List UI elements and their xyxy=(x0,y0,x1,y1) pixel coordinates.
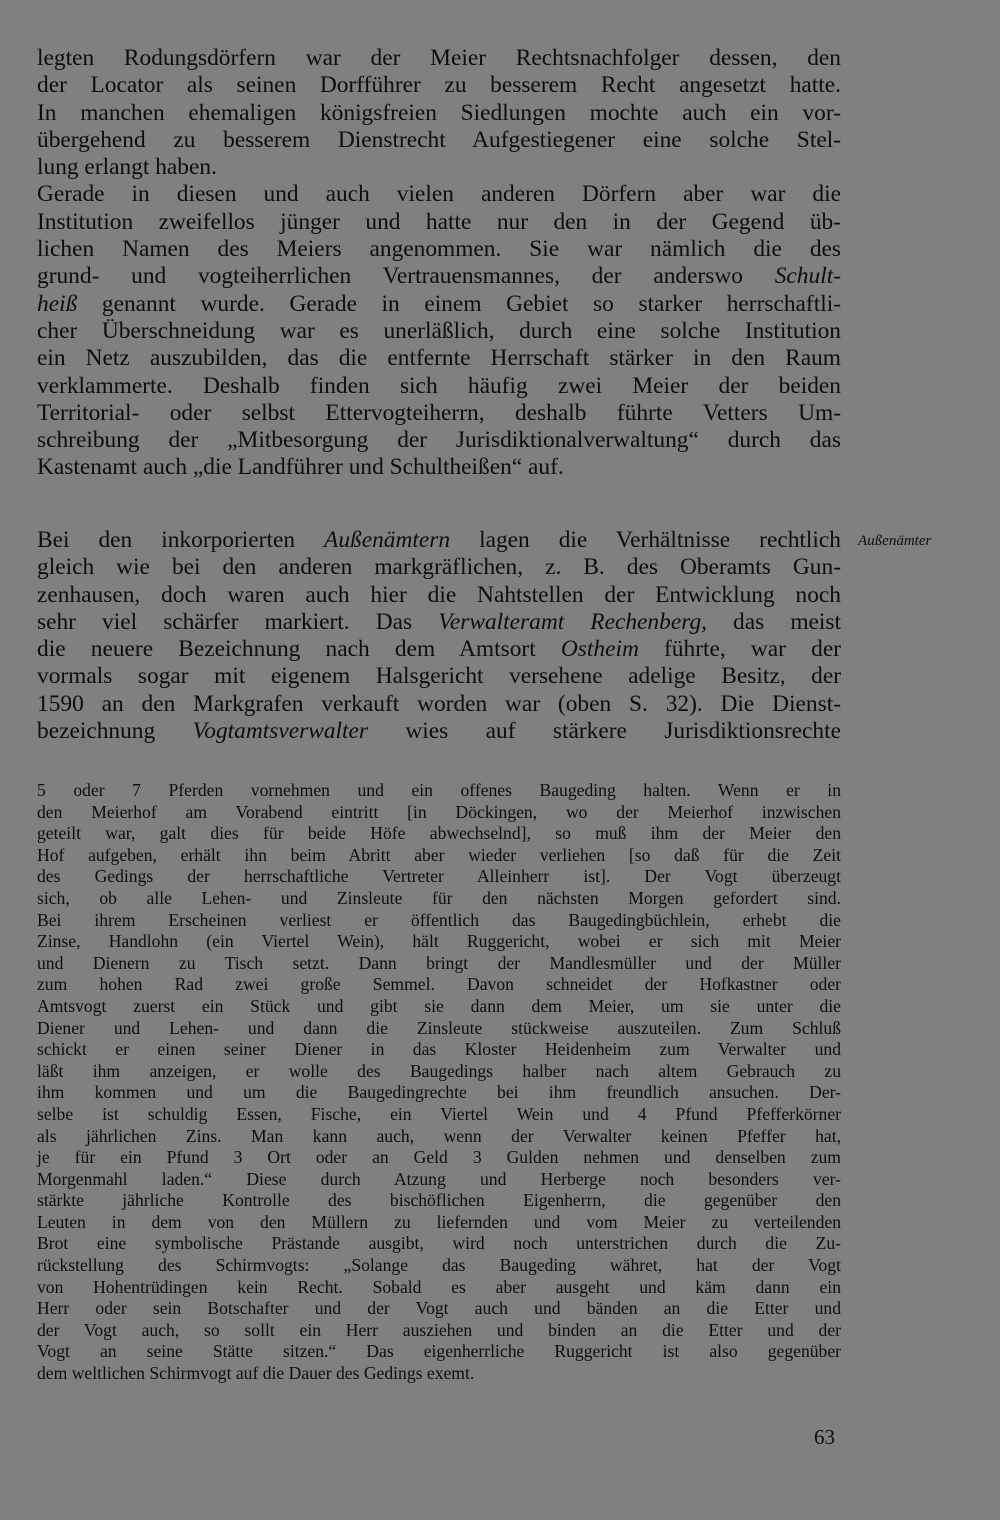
footnote-line: Leuten in dem von den Müllern zu liefernden und vom Meier zu verteilenden xyxy=(37,1211,841,1232)
footnote-line: rückstellung des Schirmvogts: „Solange das Baugeding währet, hat der Vogt xyxy=(37,1255,841,1276)
footnote-line: zum hohen Rad zwei große Semmel. Davon schneidet der Hofkastner oder xyxy=(37,974,841,995)
main-text-block-2 xyxy=(37,527,841,745)
text-line xyxy=(37,263,841,290)
footnote-line: geteilt war, galt dies für beide Höfe abwechselnd], so muß ihm der Meier den xyxy=(37,823,841,844)
footnote-line: der Vogt auch, so sollt ein Herr ausziehen und binden an die Etter und der xyxy=(37,1319,841,1340)
text-line: cher Überschneidung war es unerläßlich, durch eine solche Institution xyxy=(37,317,841,344)
text-line: Kastenamt auch „die Landführer und Schultheißen“ auf. xyxy=(37,454,564,481)
text-line: Institution zweifellos jünger und hatte nur den in der Gegend üb- xyxy=(37,208,841,235)
text-fragment: führte, war der xyxy=(638,636,841,663)
text-line: lichen Namen des Meiers angenommen. Sie war nämlich die des xyxy=(37,236,841,263)
footnote-line: ihm kommen und um die Baugedingrechte bei ihm freundlich ansuchen. Der- xyxy=(37,1082,841,1103)
text-fragment: die neuere Bezeichnung nach dem Amtsort xyxy=(37,636,561,663)
italic-term: Außenämtern xyxy=(324,527,451,553)
italic-term: Vogtamtsverwalter xyxy=(192,718,369,745)
footnote-line: den Meierhof am Vorabend eintritt [in Döckingen, wo der Meierhof inzwischen xyxy=(37,801,841,822)
text-fragment: genannt wurde. Gerade in einem Gebiet so starker herrschaftli- xyxy=(101,290,841,317)
italic-term: Schult- xyxy=(774,263,841,290)
text-line: vormals sogar mit eigenem Halsgericht versehene adelige Besitz, der xyxy=(37,663,841,690)
footnote-line: 5 oder 7 Pferden vornehmen und ein offenes Baugeding halten. Wenn er in xyxy=(37,780,841,800)
footnote-line: je für ein Pfund 3 Ort oder an Geld 3 Gulden nehmen und denselben zum xyxy=(37,1147,841,1168)
text-fragment: grund- und vogteiherrlichen Vertrauensmannes, der anderswo xyxy=(37,263,775,290)
text-line xyxy=(37,718,841,745)
text-line xyxy=(37,636,841,663)
text-line: Gerade in diesen und auch vielen anderen Dörfern aber war die xyxy=(37,181,841,208)
footnote-line: Hof aufgeben, erhält ihn beim Abritt aber wieder verliehen [so daß für die Zeit xyxy=(37,844,841,865)
page-number: 63 xyxy=(814,1425,835,1449)
footnote-line: Brot eine symbolische Prästande ausgibt, wird noch unterstrichen durch die Zu- xyxy=(37,1233,841,1254)
text-line: übergehend zu besserem Dienstrecht Aufgestiegener eine solche Stel- xyxy=(37,126,841,153)
text-line: lung erlangt haben. xyxy=(37,154,217,181)
footnote-line: Amtsvogt zuerst ein Stück und gibt sie dann dem Meier, um sie unter die xyxy=(37,995,841,1016)
margin-note: Außenämter xyxy=(858,533,932,549)
footnote-line: stärkte jährliche Kontrolle des bischöflichen Eigenherrn, die gegenüber den xyxy=(37,1190,841,1211)
footnote-line: und Dienern zu Tisch setzt. Dann bringt der Mandlesmüller und der Müller xyxy=(37,952,841,973)
footnote-line: schickt er einen seiner Diener in das Kloster Heidenheim zum Verwalter und xyxy=(37,1039,841,1060)
footnote-line: von Hohentrüdingen kein Recht. Sobald es aber ausgeht und käm dann ein xyxy=(37,1276,841,1297)
text-line: legten Rodungsdörfern war der Meier Rechtsnachfolger dessen, den xyxy=(37,45,841,71)
footnote-line: sich, ob alle Lehen- und Zinsleute für den nächsten Morgen gefordert sind. xyxy=(37,887,841,908)
footnote-line: Morgenmahl laden.“ Diese durch Atzung und Herberge noch besonders ver- xyxy=(37,1168,841,1189)
text-line: schreibung der „Mitbesorgung der Jurisdiktionalverwaltung“ durch das xyxy=(37,427,841,454)
text-line: Territorial- oder selbst Ettervogteiherrn, deshalb führte Vetters Um- xyxy=(37,399,841,426)
footnote-line: Herr oder sein Botschafter und der Vogt auch und bänden an die Etter und xyxy=(37,1298,841,1319)
text-fragment: das meist xyxy=(706,608,841,635)
footnote-line: Vogt an seine Stätte sitzen.“ Das eigenherrliche Ruggericht ist also gegenüber xyxy=(37,1341,841,1362)
text-fragment: wies auf stärkere Jurisdiktionsrechte xyxy=(368,718,842,745)
footnote-line: Bei ihrem Erscheinen verliest er öffentlich das Baugedingbüchlein, erhebt die xyxy=(37,909,841,930)
italic-term: heiß xyxy=(37,290,78,317)
italic-term: Ostheim xyxy=(560,636,639,663)
italic-term: Verwalteramt Rechenberg, xyxy=(438,608,707,635)
text-line xyxy=(37,527,841,554)
main-text-block-1 xyxy=(37,45,841,482)
footnote-line: als jährlichen Zins. Man kann auch, wenn der Verwalter keinen Pfeffer hat, xyxy=(37,1125,841,1146)
footnote-line: Diener und Lehen- und dann die Zinsleute stückweise auszuteilen. Zum Schluß xyxy=(37,1017,841,1038)
footnote-line: des Gedings der herrschaftliche Vertreter Alleinherr ist]. Der Vogt überzeugt xyxy=(37,866,841,887)
text-line: der Locator als seinen Dorfführer zu besserem Recht angesetzt hatte. xyxy=(37,72,841,99)
text-fragment: lagen die Verhältnisse rechtlich xyxy=(450,527,842,553)
text-fragment: bezeichnung xyxy=(37,718,193,745)
text-line: verklammerte. Deshalb finden sich häufig zwei Meier der beiden xyxy=(37,372,841,399)
text-line: In manchen ehemaligen königsfreien Siedlungen mochte auch ein vor- xyxy=(37,99,841,126)
footnote-line: Zinse, Handlohn (ein Viertel Wein), hält Ruggericht, wobei er sich mit Meier xyxy=(37,931,841,952)
footnote-block xyxy=(37,780,841,1385)
text-line xyxy=(37,291,841,318)
text-line xyxy=(37,609,841,636)
footnote-line: läßt ihm anzeigen, er wolle des Baugedings halber nach altem Gebrauch zu xyxy=(37,1060,841,1081)
text-line: 1590 an den Markgrafen verkauft worden war (oben S. 32). Die Dienst- xyxy=(37,690,841,717)
text-fragment: sehr viel schärfer markiert. Das xyxy=(37,608,439,635)
footnote-line: selbe ist schuldig Essen, Fische, ein Viertel Wein und 4 Pfund Pfefferkörner xyxy=(37,1103,841,1124)
text-line: gleich wie bei den anderen markgräflichen, z. B. des Oberamts Gun- xyxy=(37,554,841,581)
footnote-line: dem weltlichen Schirmvogt auf die Dauer des Gedings exemt. xyxy=(37,1363,475,1384)
text-line: zenhausen, doch waren auch hier die Nahtstellen der Entwicklung noch xyxy=(37,581,841,608)
text-fragment: Bei den inkorporierten xyxy=(37,527,325,553)
text-line: ein Netz auszubilden, das die entfernte Herrschaft stärker in den Raum xyxy=(37,345,841,372)
